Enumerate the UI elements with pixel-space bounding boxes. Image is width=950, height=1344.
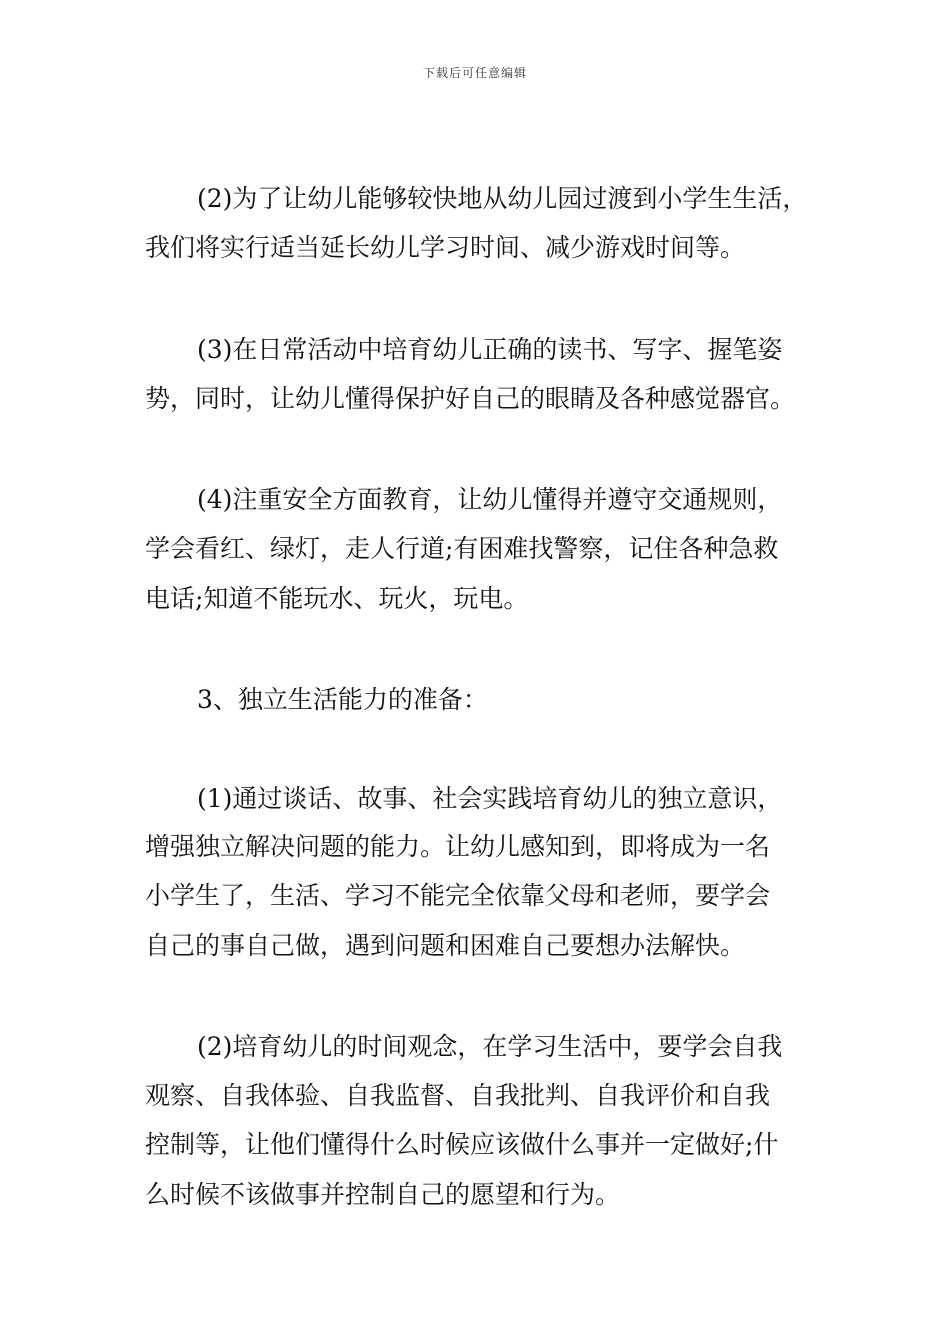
paragraph-line: 观察、自我体验、自我监督、自我批判、自我评价和自我	[145, 1081, 771, 1110]
paragraph-line: 电话;知道不能玩水、玩火，玩电。	[145, 584, 529, 613]
paragraph-line: (2)培育幼儿的时间观念，在学习生活中，要学会自我	[197, 1032, 783, 1061]
paragraph-line: (2)为了让幼儿能够较快地从幼儿园过渡到小学生生活，	[197, 184, 808, 213]
paragraph-line: (3)在日常活动中培育幼儿正确的读书、写字、握笔姿	[197, 335, 783, 364]
paragraph-line: 控制等，让他们懂得什么时候应该做什么事并一定做好;什	[145, 1130, 779, 1159]
paragraph-line: 小学生了，生活、学习不能完全依靠父母和老师，要学会	[145, 881, 771, 910]
paragraph-line: (1)通过谈话、故事、社会实践培育幼儿的独立意识，	[197, 784, 783, 813]
paragraph-line: 势，同时，让幼儿懂得保护好自己的眼睛及各种感觉器官。	[145, 384, 796, 413]
paragraph-line: 增强独立解决问题的能力。让幼儿感知到，即将成为一名	[145, 832, 771, 861]
page-header: 下载后可任意编辑	[422, 66, 527, 80]
paragraph-line: 么时候不该做事并控制自己的愿望和行为。	[145, 1180, 621, 1209]
paragraph-line: 自己的事自己做，遇到问题和困难自己要想办法解快。	[145, 931, 746, 960]
paragraph-line: 我们将实行适当延长幼儿学习时间、减少游戏时间等。	[145, 233, 746, 262]
section-heading: 3、独立生活能力的准备：	[197, 685, 488, 714]
paragraph-line: (4)注重安全方面教育，让幼儿懂得并遵守交通规则，	[197, 485, 783, 514]
paragraph-line: 学会看红、绿灯，走人行道;有困难找警察，记住各种急救	[145, 534, 779, 563]
